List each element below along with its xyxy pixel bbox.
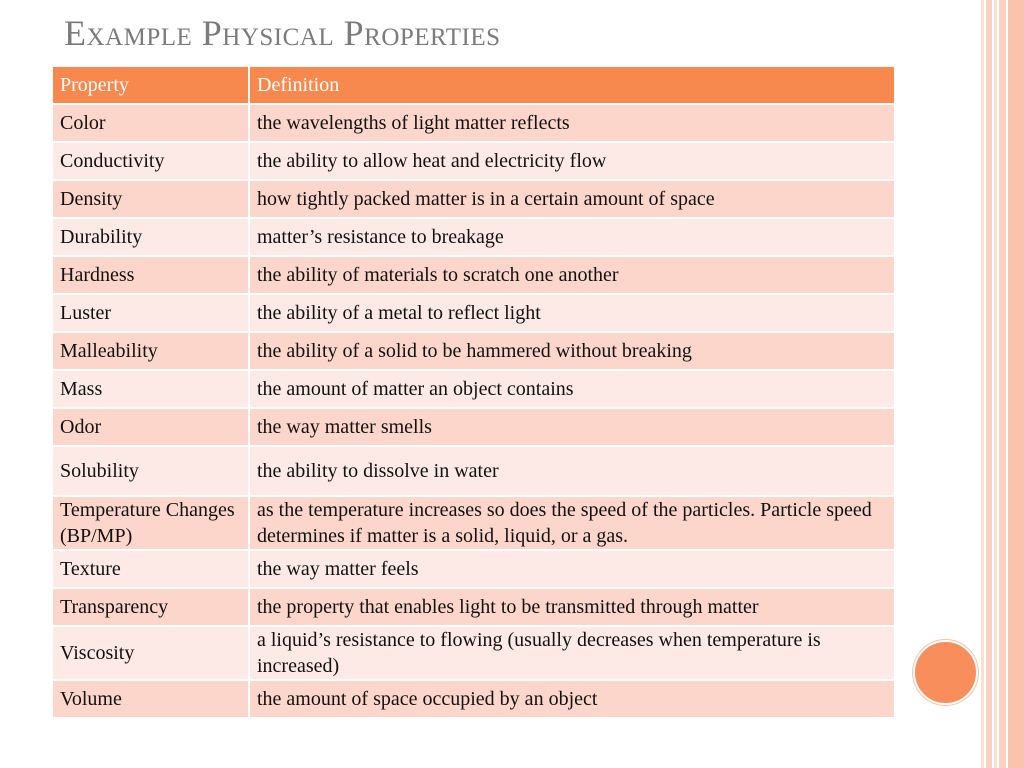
decorative-stripe <box>1008 0 1024 768</box>
table-row <box>52 256 895 294</box>
definition-cell: the ability of materials to scratch one another <box>249 256 895 294</box>
property-cell: Viscosity <box>52 626 249 680</box>
table-row <box>52 680 895 718</box>
property-cell: Odor <box>52 408 249 446</box>
table-row <box>52 550 895 588</box>
definition-cell: a liquid’s resistance to flowing (usually decreases when temperature is increased) <box>249 626 895 680</box>
definition-cell: the amount of space occupied by an object <box>249 680 895 718</box>
table-row <box>52 104 895 142</box>
column-header-property: Property <box>52 66 249 104</box>
table-row <box>52 332 895 370</box>
table-row <box>52 370 895 408</box>
definition-cell: the ability of a metal to reflect light <box>249 294 895 332</box>
table-row <box>52 496 895 550</box>
decorative-stripe <box>999 0 1006 768</box>
property-cell: Volume <box>52 680 249 718</box>
definition-cell: the ability to allow heat and electricity flow <box>249 142 895 180</box>
property-cell: Solubility <box>52 446 249 496</box>
definition-cell: as the temperature increases so does the speed of the particles. Particle speed determines if matter is a solid, liquid, or a gas. <box>249 496 895 550</box>
decorative-stripe <box>981 0 984 768</box>
definition-cell: the ability to dissolve in water <box>249 446 895 496</box>
table-row <box>52 408 895 446</box>
table-row <box>52 588 895 626</box>
decorative-stripe <box>994 0 997 768</box>
definition-cell: the amount of matter an object contains <box>249 370 895 408</box>
slide-title: Example Physical Properties <box>64 13 501 53</box>
table-header-row <box>52 66 895 104</box>
definition-cell: the ability of a solid to be hammered without breaking <box>249 332 895 370</box>
table-row <box>52 446 895 496</box>
column-header-definition: Definition <box>249 66 895 104</box>
property-cell: Malleability <box>52 332 249 370</box>
decorative-circle <box>913 640 978 705</box>
definition-cell: the wavelengths of light matter reflects <box>249 104 895 142</box>
property-cell: Mass <box>52 370 249 408</box>
property-cell: Hardness <box>52 256 249 294</box>
decorative-stripe <box>986 0 992 768</box>
properties-table <box>51 65 896 719</box>
property-cell: Transparency <box>52 588 249 626</box>
table-row <box>52 218 895 256</box>
property-cell: Density <box>52 180 249 218</box>
property-cell: Luster <box>52 294 249 332</box>
definition-cell: the way matter feels <box>249 550 895 588</box>
definition-cell: how tightly packed matter is in a certain amount of space <box>249 180 895 218</box>
property-cell: Durability <box>52 218 249 256</box>
property-cell: Texture <box>52 550 249 588</box>
definition-cell: matter’s resistance to breakage <box>249 218 895 256</box>
table-row <box>52 294 895 332</box>
property-cell: Temperature Changes (BP/MP) <box>52 496 249 550</box>
property-cell: Color <box>52 104 249 142</box>
table-row <box>52 142 895 180</box>
table-row <box>52 626 895 680</box>
property-cell: Conductivity <box>52 142 249 180</box>
definition-cell: the property that enables light to be transmitted through matter <box>249 588 895 626</box>
table-row <box>52 180 895 218</box>
definition-cell: the way matter smells <box>249 408 895 446</box>
